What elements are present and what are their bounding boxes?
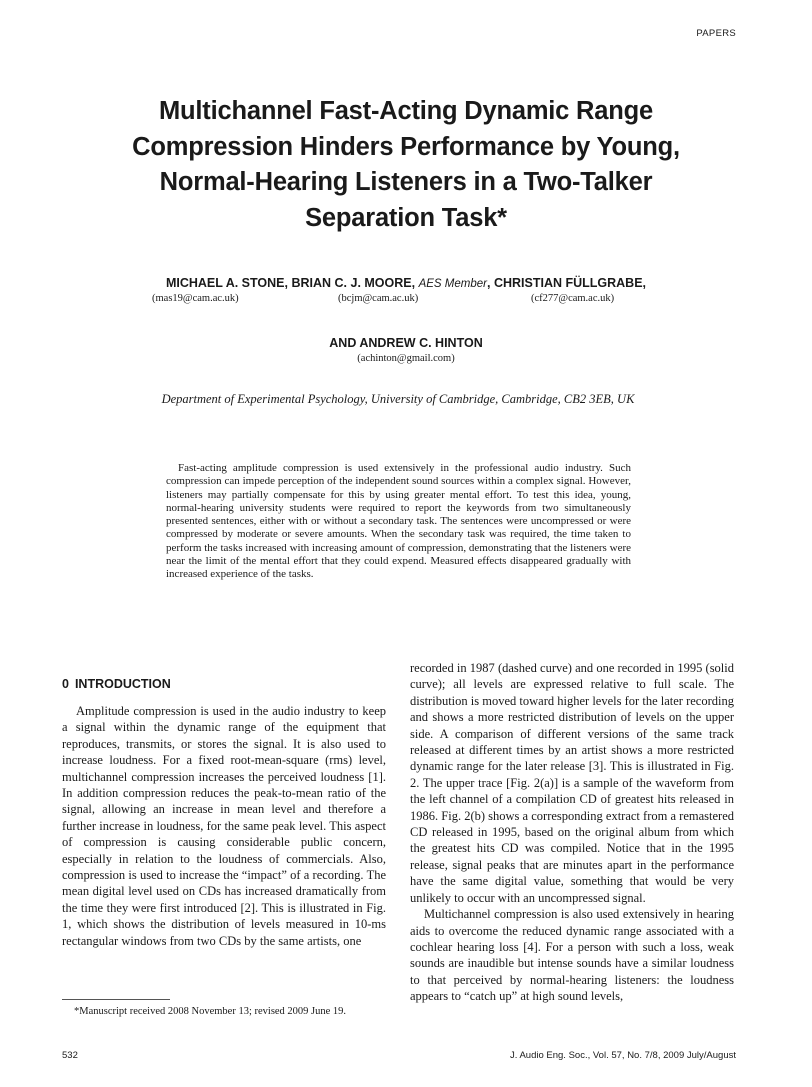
author-email: (bcjm@cam.ac.uk) (338, 293, 419, 304)
body-paragraph: Amplitude compression is used in the audio industry to keep a signal within the dynamic range of the equipment that reproduces, transmits, or stores the signal. It is also used to increase loudness. For a fixed root-mean-square (rms) level, multichannel compression increases the perceived loudness [1]. In addition compression reduces the peak-to-mean ratio of the signal, allowing an increase in mean level and therefore a further increase in loudness, for the same peak level. This aspect of compression is causing considerable public concern, especially in relation to the loudness of commercials. Also, compression is used to increase the “impact” of a recording. The mean digital level used on CDs has increased dramatically from the time they were first introduced [2]. This is illustrated in Fig. 1, which shows the distribution of levels measured in 10-ms rectangular windows from two CDs by the same artists, one (62, 704, 386, 948)
author-name: CHRISTIAN FÜLLGRABE, (493, 276, 647, 290)
author-email: (cf277@cam.ac.uk) (531, 293, 615, 304)
author-email: (achinton@gmail.com) (357, 353, 455, 364)
title-line: Compression Hinders Performance by Young, (132, 132, 680, 161)
page-number: 532 (62, 1050, 78, 1061)
author-name: AND ANDREW C. HINTON (329, 336, 483, 350)
author-email: (mas19@cam.ac.uk) (152, 293, 239, 304)
running-head: PAPERS (696, 28, 736, 39)
section-heading (62, 677, 171, 691)
title-line: Separation Task* (305, 203, 507, 232)
author-name: BRIAN C. J. MOORE, (291, 276, 416, 290)
body-column-right (410, 660, 734, 1005)
body-paragraph: Multichannel compression is also used extensively in hearing aids to overcome the reduced dynamic range associated with a cochlear hearing loss [4]. For a person with such a loss, weak sounds are inaudible but intense sounds have a similar loudness to that perceived by normal-hearing listeners: the loudness appears to “catch up” at high sound levels, (410, 907, 734, 1004)
title-line: Multichannel Fast-Acting Dynamic Range (159, 97, 653, 125)
membership-label: AES Member (418, 278, 487, 290)
affiliation: Department of Experimental Psychology, University of Cambridge, Cambridge, CB2 3EB, UK (161, 392, 635, 406)
abstract: Fast-acting amplitude compression is used extensively in the professional audio industry. Such compression can impede perception of the independent sound sources within a complex signal. However, listeners may partially compensate for this by using greater mental effort. To test this idea, young, normal-hearing university students were required to report the keywords from two simultaneously presented sentences, either with or without a secondary task. The sentences were uncompressed or were compressed by moderate or severe amounts. When the secondary task was required, the time taken to perform the tasks increased with increasing amount of compression, demonstrating that the listeners were near the limit of the mental effort that they could expend. Measured effects disappeared gradually with increased experience of the tasks. (166, 462, 631, 581)
body-paragraph: recorded in 1987 (dashed curve) and one recorded in 1995 (solid curve); all levels are expressed relative to full scale. The distribution is moved toward higher levels for the later recording and shows a more restricted distribution of levels on the upper side. A comparison of different versions of the same track released at different times by an artist shows a more restricted dynamic range for the later release [3]. This is illustrated in Fig. 2. The upper trace [Fig. 2(a)] is a sample of the waveform from the left channel of a compilation CD of greatest hits released in 1986. Fig. 2(b) shows a corresponding extract from a remastered CD released in 1995, based on the original album from which the greatest hits CD was compiled. Notice that in the 1995 release, signal peaks that are minutes apart in the performance have the same digital value, something that would be very unlikely to occur with an uncompressed signal. (410, 661, 734, 905)
footnote-divider (62, 999, 170, 1000)
footnote: *Manuscript received 2008 November 13; revised 2009 June 19. (74, 1006, 347, 1017)
author-name: MICHAEL A. STONE, (165, 276, 288, 290)
journal-citation: J. Audio Eng. Soc., Vol. 57, No. 7/8, 2009 July/August (509, 1050, 736, 1061)
paper-title (60, 94, 752, 236)
title-line: Normal-Hearing Listeners in a Two-Talker (159, 168, 653, 196)
body-column-left (62, 703, 386, 949)
section-number: 0 (62, 677, 69, 691)
author-list: MICHAEL A. STONE, BRIAN C. J. MOORE, AES Member, CHRISTIAN FÜLLGRABE, (165, 276, 647, 290)
section-title: INTRODUCTION (74, 677, 171, 691)
